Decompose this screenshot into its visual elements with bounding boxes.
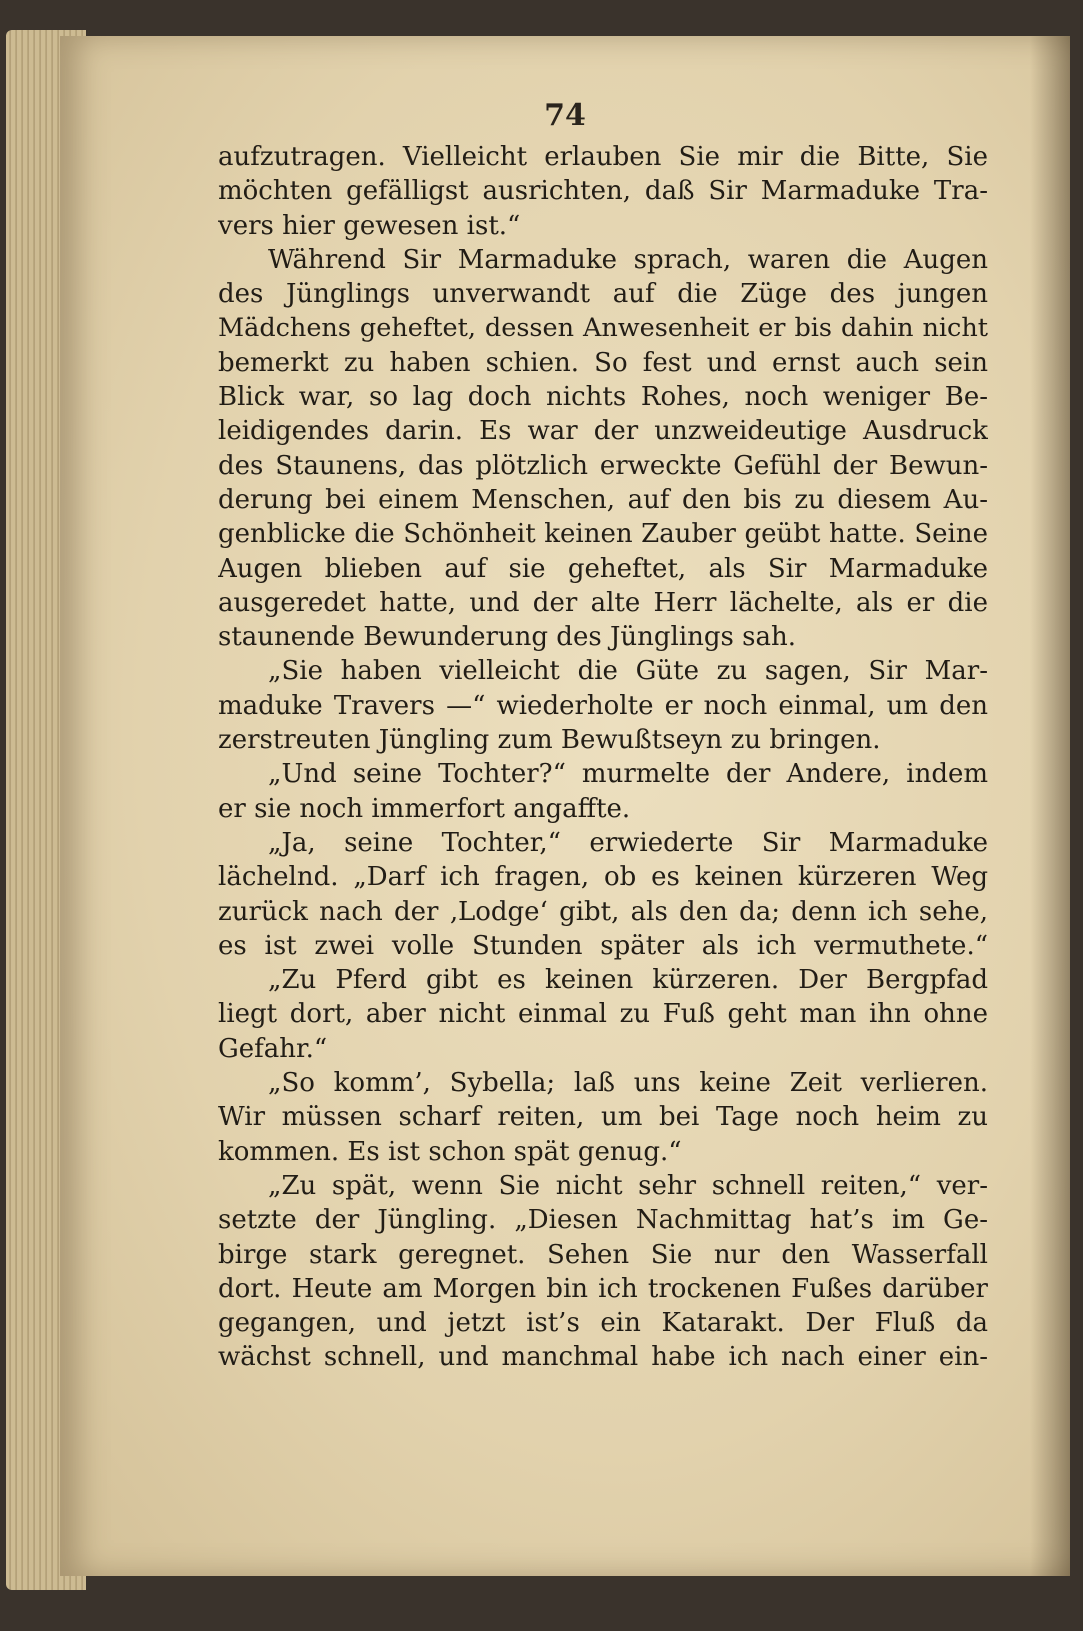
text-line: lächelnd. „Darf ich fragen, ob es keinen kürzeren Weg — [218, 862, 988, 893]
text-line: aufzutragen. Vielleicht erlauben Sie mir die Bitte, Sie — [218, 142, 988, 172]
text-line: zerstreuten Jüngling zum Bewußtseyn zu bringen. — [218, 725, 881, 756]
text-line: setzte der Jüngling. „Diesen Nachmittag hat’s im Ge- — [218, 1205, 988, 1236]
text-line: es ist zwei volle Stunden später als ich vermuthete.“ — [218, 930, 988, 961]
text-line: Während Sir Marmaduke sprach, waren die Augen — [268, 244, 988, 275]
text-line: Mädchens geheftet, dessen Anwesenheit er bis dahin nicht — [218, 313, 988, 344]
text-line: genblicke die Schönheit keinen Zauber geübt hatte. Seine — [218, 519, 988, 550]
text-line: Wir müssen scharf reiten, um bei Tage noch heim zu — [218, 1102, 988, 1133]
body-text — [218, 140, 988, 1375]
text-line: „Sie haben vielleicht die Güte zu sagen, Sir Mar- — [268, 656, 988, 687]
text-line: des Jünglings unverwandt auf die Züge des jungen — [218, 279, 988, 310]
book-page — [60, 36, 1070, 1576]
page-number: 74 — [544, 98, 586, 133]
text-line: Augen blieben auf sie geheftet, als Sir Marmaduke — [218, 553, 988, 584]
text-line: „Zu spät, wenn Sie nicht sehr schnell reiten,“ ver- — [268, 1170, 988, 1201]
text-line: möchten gefälligst ausrichten, daß Sir Marmaduke Tra- — [218, 176, 988, 207]
text-line: birge stark geregnet. Sehen Sie nur den Wasserfall — [218, 1239, 988, 1270]
text-line: kommen. Es ist schon spät genug.“ — [218, 1136, 682, 1167]
text-line: wächst schnell, und manchmal habe ich nach einer ein- — [218, 1342, 988, 1373]
text-line: ausgeredet hatte, und der alte Herr lächelte, als er die — [218, 587, 988, 618]
text-line: des Staunens, das plötzlich erweckte Gefühl der Bewun- — [218, 450, 988, 481]
text-line: vers hier gewesen ist.“ — [218, 210, 521, 241]
text-line: Blick war, so lag doch nichts Rohes, noch weniger Be- — [218, 382, 988, 413]
text-line: bemerkt zu haben schien. So fest und ernst auch sein — [218, 347, 988, 378]
text-line: dort. Heute am Morgen bin ich trockenen Fußes darüber — [218, 1273, 988, 1304]
text-line: zurück nach der ‚Lodge‘ gibt, als den da; denn ich sehe, — [218, 896, 988, 927]
text-line: leidigendes darin. Es war der unzweideutige Ausdruck — [218, 416, 988, 447]
text-line: maduke Travers —“ wiederholte er noch einmal, um den — [218, 690, 988, 721]
text-line: Gefahr.“ — [218, 1033, 328, 1064]
text-line: „Zu Pferd gibt es keinen kürzeren. Der Bergpfad — [268, 965, 988, 996]
page-gutter-shadow — [1030, 36, 1070, 1576]
text-line: liegt dort, aber nicht einmal zu Fuß geht man ihn ohne — [218, 999, 988, 1030]
text-line: derung bei einem Menschen, auf den bis zu diesem Au- — [218, 484, 988, 515]
text-line: „Und seine Tochter?“ murmelte der Andere, indem — [268, 759, 988, 790]
text-line: „Ja, seine Tochter,“ erwiederte Sir Marmaduke — [268, 827, 988, 858]
text-line: gegangen, und jetzt ist’s ein Katarakt. Der Fluß da — [218, 1308, 988, 1339]
text-line: er sie noch immerfort angaffte. — [218, 793, 631, 824]
text-line: „So komm’, Sybella; laß uns keine Zeit verlieren. — [268, 1068, 988, 1099]
text-line: staunende Bewunderung des Jünglings sah. — [218, 622, 796, 653]
